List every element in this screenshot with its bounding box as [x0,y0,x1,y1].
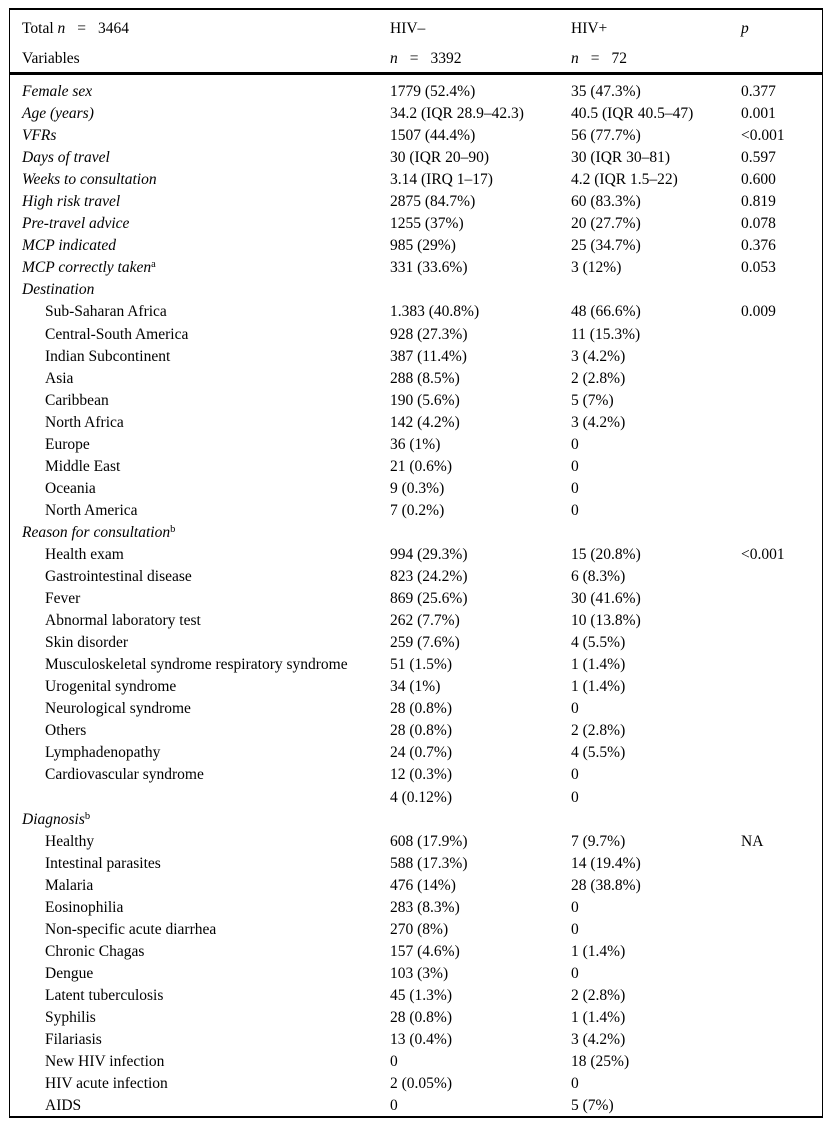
hiv-positive-cell: 3 (4.2%) [571,1031,626,1049]
hiv-positive-cell: 5 (7%) [571,391,614,409]
table-row [10,235,822,257]
row-label: Reason for consultation$^b$ [22,523,176,541]
row-label: Healthy [45,832,95,850]
table-row [10,1095,822,1117]
table-row [10,720,822,742]
hiv-positive-n-value: 72 [611,50,627,67]
hiv-positive-cell: 0 [571,1075,579,1093]
row-label: Musculoskeletal syndrome respiratory syndrome [45,656,348,674]
table-row [10,279,822,301]
total-n-line [10,14,390,44]
table-body [10,75,822,1117]
table-row [10,764,822,786]
row-label: VFRs [22,127,57,145]
table-row [10,522,822,544]
table-row [10,147,822,169]
hiv-positive-cell: 0 [571,898,579,916]
hiv-negative-cell: 34.2 (IQR 28.9–42.3) [390,105,524,123]
table-row [10,853,822,875]
hiv-positive-cell: 0 [571,920,579,938]
row-label: High risk travel [22,193,121,211]
hiv-negative-cell: 283 (8.3%) [390,898,460,916]
table-row [10,103,822,125]
table-row [10,588,822,610]
variables-heading: Variables [22,50,80,67]
table-row [10,544,822,566]
hiv-negative-cell: 387 (11.4%) [390,347,467,365]
hiv-positive-cell: 5 (7%) [571,1097,614,1115]
p-value-cell: 0.819 [741,193,776,211]
hiv-positive-cell: 35 (47.3%) [571,83,641,101]
total-n-symbol: n [57,20,66,37]
header-hiv-negative-column [390,14,571,74]
row-label: Eosinophilia [45,898,124,916]
hiv-negative-cell: 823 (24.2%) [390,568,468,586]
table-row [10,831,822,853]
table-row [10,941,822,963]
row-label: MCP indicated [22,237,116,255]
hiv-positive-cell: 0 [571,700,579,718]
row-label: Cardiovascular syndrome [45,766,204,784]
table-row [10,412,822,434]
hiv-positive-cell: 6 (8.3%) [571,568,626,586]
hiv-negative-cell: 28 (0.8%) [390,1008,452,1026]
hiv-positive-cell: 0 [571,457,579,475]
table-row [10,566,822,588]
hiv-positive-cell: 3 (4.2%) [571,413,626,431]
total-equals: = [77,20,87,37]
hiv-positive-cell: 3 (4.2%) [571,347,626,365]
hiv-positive-cell: 0 [571,788,579,806]
row-label: New HIV infection [45,1053,165,1071]
table-row [10,346,822,368]
row-label: AIDS [45,1097,82,1115]
p-value-cell: 0.009 [741,303,776,321]
row-label: Chronic Chagas [45,942,145,960]
table-row [10,897,822,919]
hiv-positive-cell: 30 (IQR 30–81) [571,149,671,167]
hiv-negative-cell: 259 (7.6%) [390,634,460,652]
hiv-negative-cell: 12 (0.3%) [390,766,452,784]
hiv-positive-cell: 15 (20.8%) [571,546,641,563]
table-row [10,213,822,235]
hiv-negative-title: HIV– [390,20,426,37]
table-row [10,257,822,279]
table-row [10,875,822,897]
hiv-positive-cell: 1 (1.4%) [571,656,626,674]
hiv-positive-cell: 4.2 (IQR 1.5–22) [571,171,678,189]
row-label: Lymphadenopathy [45,744,161,762]
hiv-negative-cell: 142 (4.2%) [390,413,460,431]
hiv-negative-equals: = [409,50,419,67]
p-value-cell: NA [741,832,764,850]
row-label: Skin disorder [45,634,129,652]
table-row [10,368,822,390]
row-label: Female sex [22,83,93,101]
hiv-negative-cell: 1507 (44.4%) [390,127,476,145]
hiv-negative-cell: 7 (0.2%) [390,501,445,519]
hiv-positive-cell: 0 [571,964,579,982]
hiv-negative-cell: 608 (17.9%) [390,832,468,850]
table-row [10,963,822,985]
row-label: Destination [22,281,95,299]
row-label: Middle East [45,457,121,475]
hiv-positive-cell: 18 (25%) [571,1053,630,1071]
row-label: Health exam [45,546,124,563]
p-value-title: p [741,20,749,37]
table-row [10,809,822,831]
hiv-negative-cell: 3.14 (IRQ 1–17) [390,171,493,189]
hiv-positive-cell: 56 (77.7%) [571,127,641,145]
row-label: Latent tuberculosis [45,986,164,1004]
hiv-positive-cell: 2 (2.8%) [571,986,626,1004]
hiv-positive-cell: 20 (27.7%) [571,215,641,233]
table-row [10,456,822,478]
row-label: Central-South America [45,325,189,343]
table-row [10,787,822,809]
hiv-positive-cell: 10 (13.8%) [571,612,641,630]
hiv-negative-cell: 928 (27.3%) [390,325,468,343]
hiv-negative-cell: 1779 (52.4%) [390,83,476,101]
table-row [10,125,822,147]
table-row [10,390,822,412]
hiv-negative-cell: 21 (0.6%) [390,457,452,475]
row-label: HIV acute infection [45,1075,168,1093]
table-row [10,610,822,632]
footnote-marker: a [151,259,156,271]
hiv-negative-cell: 9 (0.3%) [390,479,445,497]
table-row [10,1073,822,1095]
hiv-negative-cell: 28 (0.8%) [390,700,452,718]
p-value-cell: <0.001 [741,546,785,563]
hiv-negative-cell: 331 (33.6%) [390,259,468,277]
p-value-cell: 0.078 [741,215,776,233]
hiv-negative-cell: 270 (8%) [390,920,449,938]
hiv-negative-cell: 1.383 (40.8%) [390,303,480,321]
hiv-negative-cell: 869 (25.6%) [390,590,468,608]
table-row [10,919,822,941]
row-label: Non-specific acute diarrhea [45,920,217,938]
hiv-positive-cell: 60 (83.3%) [571,193,641,211]
row-label: Fever [45,590,81,608]
hiv-positive-cell: 1 (1.4%) [571,942,626,960]
hiv-negative-cell: 34 (1%) [390,678,441,696]
table-row [10,654,822,676]
hiv-positive-cell: 11 (15.3%) [571,325,641,343]
row-label: Pre-travel advice [22,215,130,233]
row-label: Gastrointestinal disease [45,568,192,586]
table-row [10,478,822,500]
footnote-marker: b [170,523,176,535]
table-row [10,698,822,720]
hiv-negative-cell: 588 (17.3%) [390,854,468,872]
row-label: Filariasis [45,1031,102,1049]
hiv-positive-cell: 2 (2.8%) [571,722,626,740]
total-n-value: 3464 [98,20,130,37]
hiv-negative-cell: 288 (8.5%) [390,369,460,387]
table-row [10,191,822,213]
hiv-positive-n-symbol: n [571,50,579,67]
row-label: Days of travel [22,149,110,167]
footnote-marker: b [84,810,91,822]
hiv-negative-cell: 2 (0.05%) [390,1075,452,1093]
hiv-positive-cell: 1 (1.4%) [571,1008,626,1026]
p-value-cell: 0.053 [741,259,776,277]
hiv-positive-cell: 4 (5.5%) [571,744,626,762]
hiv-negative-n-value: 3392 [430,50,462,67]
hiv-positive-cell: 3 (12%) [571,259,622,277]
table-row [10,1007,822,1029]
header-p-value-column [741,14,822,74]
hiv-positive-cell: 0 [571,766,579,784]
row-label: Age (years) [22,105,94,123]
p-value-cell: 0.600 [741,171,776,189]
hiv-positive-n-line [571,44,741,74]
hiv-negative-n-symbol: n [390,50,398,67]
hiv-negative-cell: 4 (0.12%) [390,788,452,806]
table-row [10,500,822,522]
table-row [10,1051,822,1073]
hiv-negative-cell: 103 (3%) [390,964,449,982]
hiv-negative-cell: 24 (0.7%) [390,744,452,762]
table-row [10,632,822,654]
hiv-negative-cell: 30 (IQR 20–90) [390,149,490,167]
p-value-cell: 0.377 [741,83,776,101]
hiv-negative-cell: 476 (14%) [390,876,456,894]
table-row [10,301,822,323]
row-label: Caribbean [45,391,109,409]
row-label: Malaria [45,876,94,894]
hiv-positive-title: HIV+ [571,20,608,37]
table-row [10,81,822,103]
hiv-positive-cell: 2 (2.8%) [571,369,626,387]
hiv-positive-cell: 0 [571,501,579,519]
table-row [10,434,822,456]
hiv-positive-cell: 48 (66.6%) [571,303,641,321]
hiv-negative-cell: 190 (5.6%) [390,391,460,409]
hiv-positive-cell: 4 (5.5%) [571,634,626,652]
hiv-negative-cell: 36 (1%) [390,435,441,453]
row-label: Europe [45,435,90,453]
hiv-negative-cell: 0 [390,1097,398,1115]
hiv-positive-cell: 40.5 (IQR 40.5–47) [571,105,694,123]
p-value-cell: 0.597 [741,149,776,167]
table-row [10,1029,822,1051]
row-label: Indian Subcontinent [45,347,171,365]
table-row [10,324,822,346]
row-label: Others [45,722,87,740]
hiv-positive-cell: 25 (34.7%) [571,237,641,255]
comparison-table [9,8,823,1118]
hiv-negative-cell: 2875 (84.7%) [390,193,476,211]
hiv-positive-cell: 7 (9.7%) [571,832,626,850]
p-value-cell: 0.376 [741,237,776,255]
row-label: Sub-Saharan Africa [45,303,167,321]
hiv-positive-cell: 30 (41.6%) [571,590,641,608]
p-value-cell: 0.001 [741,105,776,123]
hiv-negative-cell: 0 [390,1053,398,1071]
hiv-positive-cell: 1 (1.4%) [571,678,626,696]
row-label: Urogenital syndrome [45,678,177,696]
hiv-negative-cell: 985 (29%) [390,237,456,255]
hiv-positive-cell: 28 (38.8%) [571,876,641,894]
table-row [10,985,822,1007]
hiv-negative-cell: 51 (1.5%) [390,656,452,674]
hiv-positive-cell: 14 (19.4%) [571,854,641,872]
header-hiv-positive-column [571,14,741,74]
hiv-negative-cell: 13 (0.4%) [390,1031,452,1049]
hiv-positive-equals: = [590,50,600,67]
header-variables-column [10,14,390,74]
table-header-row [10,10,822,75]
table-row [10,169,822,191]
row-label: Syphilis [45,1008,96,1026]
hiv-negative-cell: 28 (0.8%) [390,722,452,740]
hiv-negative-n-line [390,44,571,74]
hiv-positive-cell: 0 [571,435,579,453]
total-label: Total [22,20,54,37]
row-label: North America [45,501,138,519]
row-label: Diagnosis$^b$ [22,810,91,828]
row-label: North Africa [45,413,124,431]
row-label: Oceania [45,479,96,497]
hiv-positive-cell: 0 [571,479,579,497]
hiv-negative-cell: 1255 (37%) [390,215,464,233]
row-label: Neurological syndrome [45,700,191,718]
table-row [10,676,822,698]
hiv-negative-cell: 157 (4.6%) [390,942,460,960]
row-label: Abnormal laboratory test [45,612,201,630]
row-label: MCP correctly taken$^a$ [22,259,156,277]
row-label: Asia [45,369,74,387]
hiv-negative-cell: 994 (29.3%) [390,546,468,563]
p-value-cell: <0.001 [741,127,785,145]
hiv-negative-cell: 45 (1.3%) [390,986,452,1004]
hiv-negative-cell: 262 (7.7%) [390,612,460,630]
table-row [10,742,822,764]
row-label: Weeks to consultation [22,171,157,189]
row-label: Dengue [45,964,94,982]
row-label: Intestinal parasites [45,854,161,872]
